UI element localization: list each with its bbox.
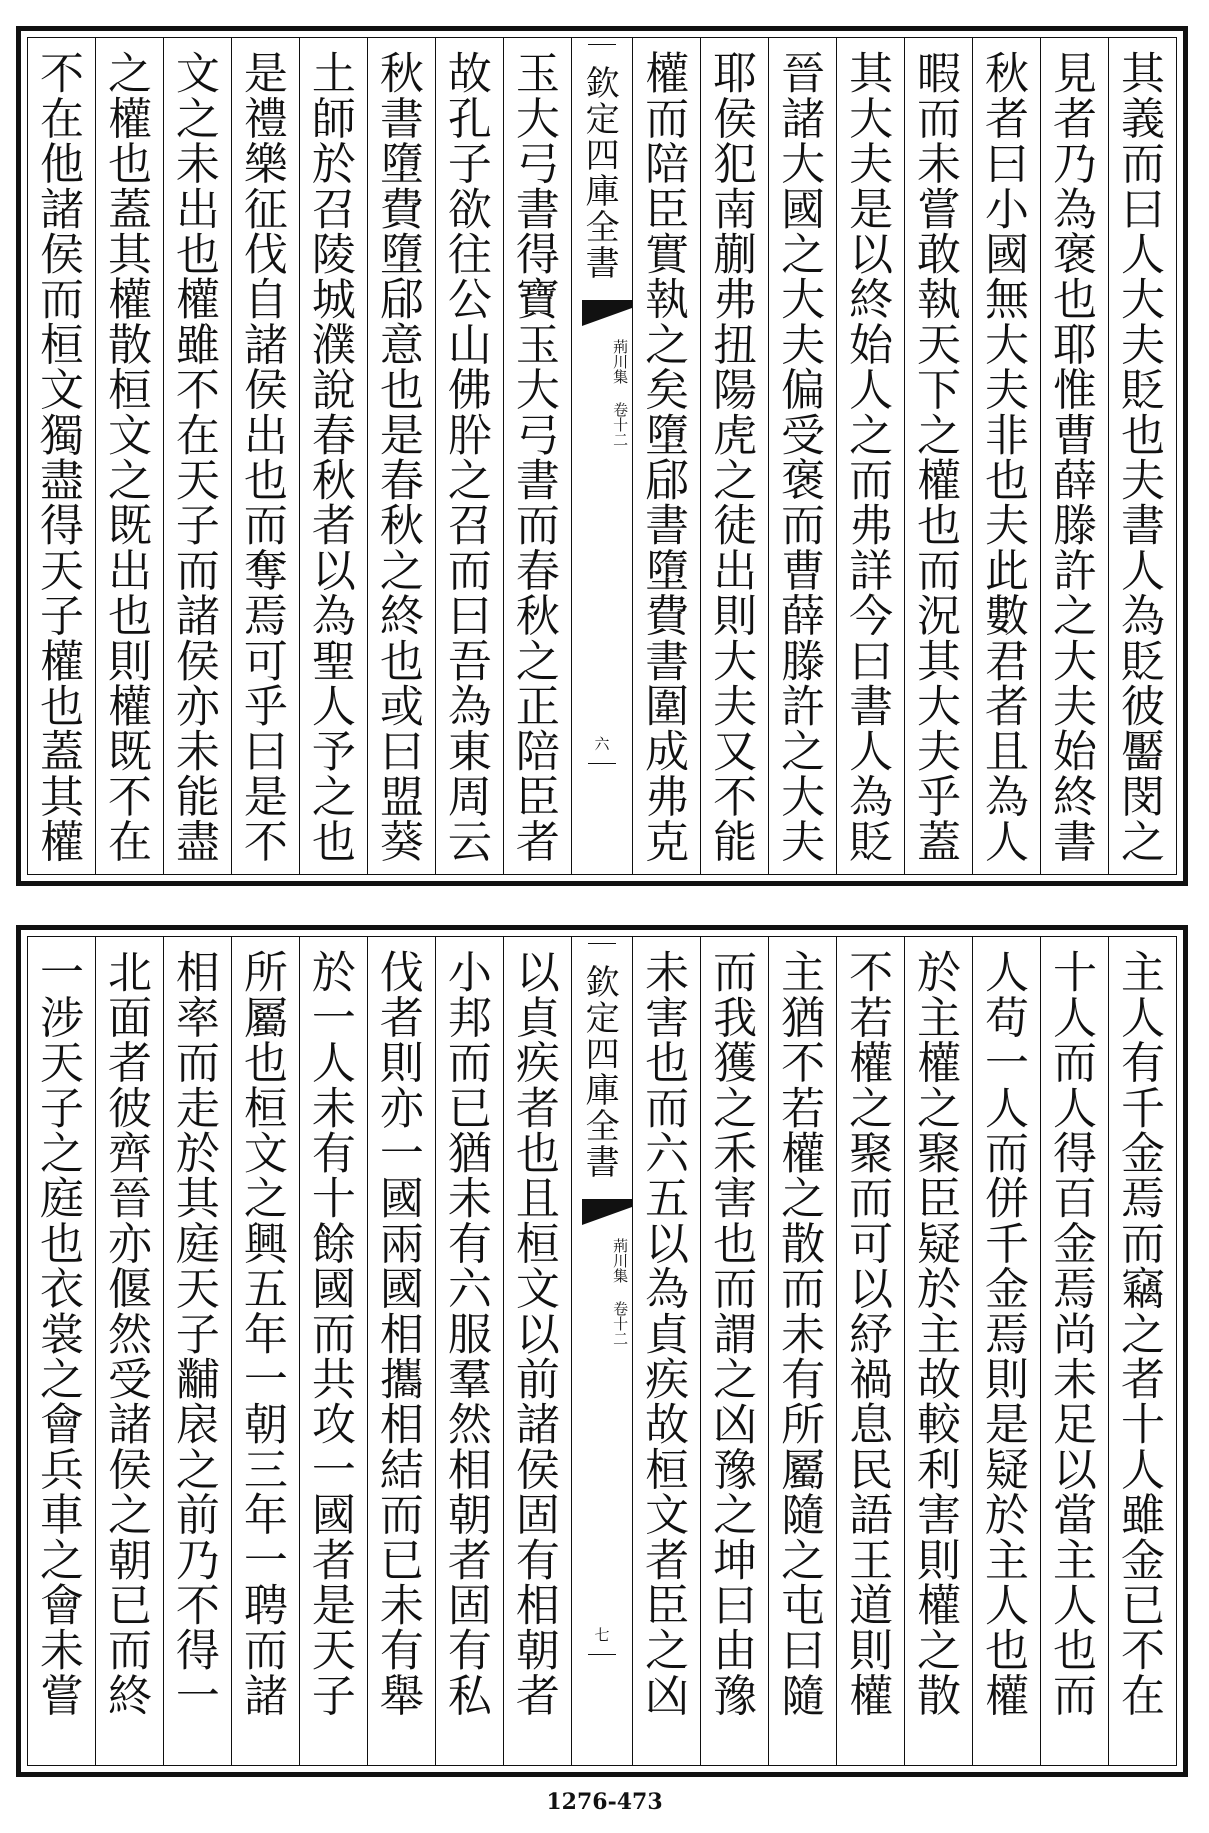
text-column: 文之未出也權雖不在天子而諸侯亦未能盡 xyxy=(163,38,231,874)
page-number: 七 xyxy=(594,1626,610,1644)
book-title: 欽定四庫全書 xyxy=(579,65,620,281)
margin-bottom-rule xyxy=(588,1654,616,1655)
text-column: 權而陪臣實執之矣墮郈書墮費書圍成弗克 xyxy=(632,38,700,874)
text-column: 土師於召陵城濮說春秋者以為聖人予之也 xyxy=(299,38,367,874)
text-column: 小邦而已猶未有六服羣然相朝者固有私 xyxy=(435,937,503,1765)
text-column: 而我獲之禾害也而謂之凶豫之坤曰由豫 xyxy=(700,937,768,1765)
text-column: 之權也蓋其權散桓文之既出也則權既不在 xyxy=(95,38,163,874)
text-column: 北面者彼齊晉亦偃然受諸侯之朝已而終 xyxy=(95,937,163,1765)
page-number: 六 xyxy=(594,735,610,753)
page-lower-columns xyxy=(27,936,1177,1766)
text-column: 於主權之聚臣疑於主故較利害則權之散 xyxy=(904,937,972,1765)
text-column: 人苟一人而併千金焉則是疑於主人也權 xyxy=(972,937,1040,1765)
text-column: 十人而人得百金焉尚未足以當主人也而 xyxy=(1040,937,1108,1765)
text-column: 見者乃為褒也耶惟曹薛滕許之大夫始終書 xyxy=(1040,38,1108,874)
text-column: 主猶不若權之散而未有所屬隨之屯曰隨 xyxy=(768,937,836,1765)
text-column: 伐者則亦一國兩國相攜相結而已未有舉 xyxy=(367,937,435,1765)
text-column: 暇而未嘗敢執天下之權也而況其大夫乎蓋 xyxy=(904,38,972,874)
page-upper xyxy=(16,26,1188,886)
text-column: 故孔子欲往公山佛肸之召而曰吾為東周云 xyxy=(435,38,503,874)
text-column: 以貞疾者也且桓文以前諸侯固有相朝者 xyxy=(503,937,571,1765)
text-column: 秋者曰小國無大夫非也夫此數君者且為人 xyxy=(972,38,1040,874)
book-title: 欽定四庫全書 xyxy=(579,964,620,1180)
text-column: 不在他諸侯而桓文獨盡得天子權也蓋其權 xyxy=(31,50,83,864)
volume-label: 荊川集 卷十二 xyxy=(611,339,630,447)
margin-top-rule xyxy=(588,943,616,944)
text-column: 不若權之聚而可以紓禍息民語王道則權 xyxy=(836,937,904,1765)
text-column: 於一人未有十餘國而共攻一國者是天子 xyxy=(299,937,367,1765)
page-footer-number: 1276-473 xyxy=(546,1789,663,1815)
margin-bottom-rule xyxy=(588,763,616,764)
text-column: 主人有千金焉而竊之者十人雖金已不在 xyxy=(1108,937,1176,1765)
text-column: 是禮樂征伐自諸侯出也而奪焉可乎曰是不 xyxy=(231,38,299,874)
fishtail-mark-icon xyxy=(582,1199,632,1225)
text-column: 未害也而六五以為貞疾故桓文者臣之凶 xyxy=(632,937,700,1765)
page-lower xyxy=(16,925,1188,1777)
margin-top-rule xyxy=(588,44,616,45)
center-margin-column xyxy=(571,937,632,1765)
volume-label: 荊川集 卷十二 xyxy=(611,1238,630,1346)
text-column: 一涉天子之庭也衣裳之會兵車之會未嘗 xyxy=(31,949,83,1718)
text-column: 所屬也桓文之興五年一朝三年一聘而諸 xyxy=(231,937,299,1765)
text-column: 玉大弓書得寶玉大弓書而春秋之正陪臣者 xyxy=(503,38,571,874)
text-column: 相率而走於其庭天子黼扆之前乃不得一 xyxy=(163,937,231,1765)
text-column: 耶侯犯南蒯弗扭陽虎之徒出則大夫又不能 xyxy=(700,38,768,874)
text-column: 秋書墮費墮郈意也是春秋之終也或曰盟葵 xyxy=(367,38,435,874)
page-upper-columns xyxy=(27,37,1177,875)
text-column: 晉諸大國之大夫偏受褒而曹薛滕許之大夫 xyxy=(768,38,836,874)
text-column: 其大夫是以終始人之而弗詳今曰書人為貶 xyxy=(836,38,904,874)
fishtail-mark-icon xyxy=(582,300,632,326)
text-column: 其義而曰人大夫貶也夫書人為貶彼靨閔之 xyxy=(1108,38,1176,874)
center-margin-column xyxy=(571,38,632,874)
